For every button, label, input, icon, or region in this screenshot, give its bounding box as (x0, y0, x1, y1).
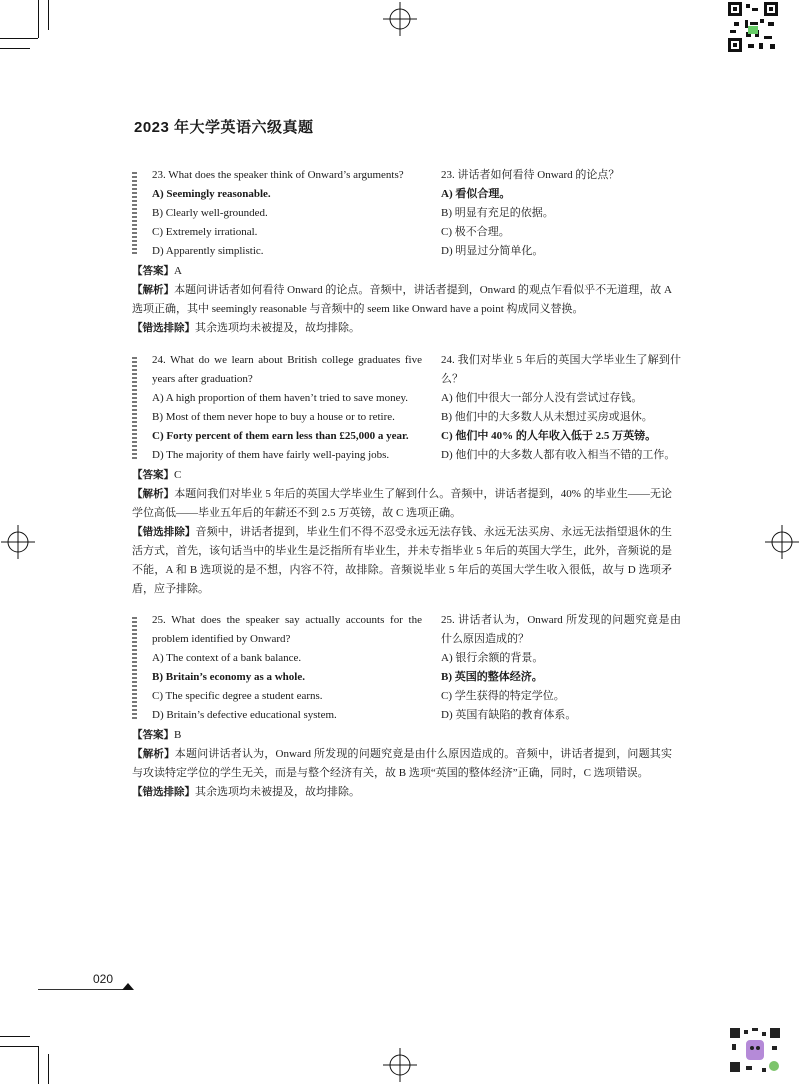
question-24 (132, 351, 681, 466)
option-d: D) 明显过分简单化。 (441, 245, 544, 257)
analysis-tag: 【解析】 (132, 284, 175, 296)
option-d: D) The majority of them have fairly well-paying jobs. (152, 449, 390, 461)
page-title: 2023 年大学英语六级真题 (134, 119, 314, 136)
analysis-text: 本题问讲话者如何看待 Onward 的论点。音频中，讲话者提到，Onward 的观点乍看似乎不无道理，故 A 选项正确，其中 seemingly reasonable 与音频中的 seem like Onward have a point 构成同义替换。 (132, 284, 672, 315)
elimination-text: 音频中，讲话者提到，毕业生们不得不忍受永远无法存钱、永远无法买房、永远无法指望退休的生活方式，首先，该句话当中的毕业生是泛指所有毕业生，并未专指毕业 5 年后的英国大学生，此外，音频说的是不能，A 和 B 选项说的是不想，内容不符，故排除。音频说毕业 5 年后的英国大学生收入很低，故与 D 选项矛盾，应予排除。 (132, 526, 672, 595)
option-d: D) Apparently simplistic. (152, 245, 264, 257)
answer-25 (132, 726, 672, 802)
option-c: C) 极不合理。 (441, 226, 510, 238)
crop-mark (0, 38, 38, 39)
question-text: 25. 讲话者认为，Onward 所发现的问题究竟是由什么原因造成的？ (441, 614, 681, 645)
question-text: 25. What does the speaker say actually accounts for the problem identified by Onward? (152, 614, 422, 645)
option-a: A) Seemingly reasonable. (152, 188, 271, 200)
option-a: A) 他们中很大一部分人没有尝试过存钱。 (441, 392, 643, 404)
answer-tag: 【答案】 (132, 729, 174, 741)
option-a: A) 银行余额的背景。 (441, 652, 544, 664)
crop-mark (48, 0, 49, 30)
qr-code (728, 2, 778, 52)
option-d: D) 英国有缺陷的教育体系。 (441, 709, 577, 721)
question-25-english (152, 611, 422, 725)
elimination-tag: 【错选排除】 (132, 526, 196, 538)
option-c: C) The specific degree a student earns. (152, 690, 323, 702)
question-24-english (152, 351, 422, 465)
registration-mark-left (1, 525, 35, 559)
option-b: B) Britain’s economy as a whole. (152, 671, 305, 683)
option-b: B) Most of them never hope to buy a house or to retire. (152, 411, 395, 423)
sticker-icon (726, 1024, 784, 1076)
answer-value: A (174, 265, 182, 277)
question-text: 24. 我们对毕业 5 年后的英国大学毕业生了解到什么？ (441, 354, 681, 385)
elimination-text: 其余选项均未被提及，故均排除。 (195, 786, 360, 798)
option-c: C) 学生获得的特定学位。 (441, 690, 565, 702)
option-a: A) A high proportion of them haven’t tried to save money. (152, 392, 409, 404)
question-25 (132, 611, 681, 726)
question-text: 23. What does the speaker think of Onward’s arguments? (152, 169, 404, 181)
answer-tag: 【答案】 (132, 469, 174, 481)
option-a: A) The context of a bank balance. (152, 652, 302, 664)
analysis-text: 本题问我们对毕业 5 年后的英国大学毕业生了解到什么。音频中，讲话者提到，40% 的毕业生——无论学位高低——毕业五年后的年薪还不到 2.5 万英镑，故 C 选项正确。 (132, 488, 672, 519)
option-d: D) 他们中的大多数人都有收入相当不错的工作。 (441, 449, 676, 461)
option-c: C) Extremely irrational. (152, 226, 258, 238)
footer-triangle-icon (122, 983, 134, 990)
elimination-tag: 【错选排除】 (132, 322, 195, 334)
answer-tag: 【答案】 (132, 265, 174, 277)
answer-value: C (174, 469, 182, 481)
option-b: B) Clearly well-grounded. (152, 207, 268, 219)
analysis-text: 本题问讲话者认为，Onward 所发现的问题究竟是由什么原因造成的。音频中，讲话者提到，问题其实与攻读特定学位的学生无关，而是与整个经济有关，故 B 选项“英国的整体经济”正确，同时，C 选项错误。 (132, 748, 673, 779)
question-23 (132, 166, 672, 262)
registration-mark-right (765, 525, 799, 559)
option-d: D) Britain’s defective educational system. (152, 709, 337, 721)
analysis-tag: 【解析】 (132, 748, 175, 760)
question-24-chinese (441, 351, 681, 465)
question-bar (132, 357, 137, 461)
answer-value: B (174, 729, 182, 741)
option-c: C) Forty percent of them earn less than £25,000 a year. (152, 430, 409, 442)
question-25-chinese (441, 611, 681, 725)
question-23-english (152, 166, 422, 261)
registration-mark-bottom (383, 1048, 417, 1082)
option-c: C) 他们中 40% 的人年收入低于 2.5 万英镑。 (441, 430, 657, 442)
crop-mark (0, 1046, 38, 1047)
option-b: B) 英国的整体经济。 (441, 671, 543, 683)
question-bar (132, 172, 137, 256)
option-a: A) 看似合理。 (441, 188, 511, 200)
crop-mark (38, 1046, 39, 1084)
option-b: B) 明显有充足的依据。 (441, 207, 554, 219)
crop-mark (0, 48, 30, 49)
crop-mark (38, 0, 39, 38)
question-text: 24. What do we learn about British college graduates five years after graduation? (152, 354, 422, 385)
footer-rule (38, 989, 130, 990)
elimination-text: 其余选项均未被提及，故均排除。 (195, 322, 360, 334)
analysis-tag: 【解析】 (132, 488, 175, 500)
page-number: 020 (93, 972, 114, 986)
elimination-tag: 【错选排除】 (132, 786, 195, 798)
crop-mark (0, 1036, 30, 1037)
option-b: B) 他们中的大多数人从未想过买房或退休。 (441, 411, 653, 423)
question-text: 23. 讲话者如何看待 Onward 的论点？ (441, 169, 620, 181)
question-bar (132, 617, 137, 721)
registration-mark-top (383, 2, 417, 36)
crop-mark (48, 1054, 49, 1084)
question-23-chinese (441, 166, 681, 261)
answer-23 (132, 262, 672, 338)
